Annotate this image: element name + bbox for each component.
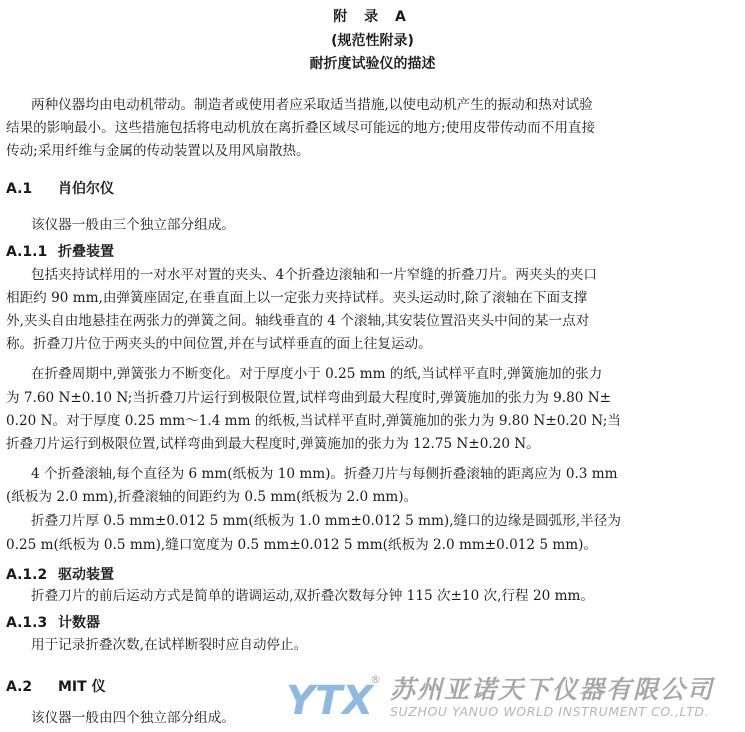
section-title: 折叠装置 — [58, 244, 114, 260]
paragraph-line: 为 7.60 N±0.10 N;当折叠刀片运行到极限位置,试样弯曲到最大程度时,弹簧施加的张力为 9.80 N± — [6, 390, 612, 406]
intro-line: 传动;采用纤维与金属的传动装置以及用风扇散热。 — [6, 143, 310, 159]
company-name-en: SUZHOU YANUO WORLD INSTRUMENT CO.,LTD. — [390, 704, 710, 719]
section-body: 折叠刀片的前后运动方式是简单的谐调运动,双折叠次数每分钟 115 次±10 次,行程 20 mm。 — [31, 588, 594, 604]
section-heading-a13 — [6, 612, 100, 632]
appendix-type: (规范性附录) — [331, 33, 414, 49]
section-number: A.1.1 — [6, 244, 48, 260]
section-title: 计数器 — [58, 615, 100, 631]
appendix-title: 附 录 A — [333, 9, 412, 25]
logo-registered-mark: ® — [370, 673, 381, 686]
paragraph-line: 外,夹头自由地悬挂在两张力的弹簧之间。轴线垂直的 4 个滚轴,其安装位置沿夹头中间的某一点对 — [6, 313, 590, 329]
paragraph-line: 0.25 m(纸板为 0.5 mm),缝口宽度为 0.5 mm±0.012 5 mm(纸板为 2.0 mm±0.012 5 mm)。 — [6, 537, 598, 553]
section-heading-a1 — [6, 178, 114, 198]
intro-line: 两种仪器均由电动机带动。制造者或使用者应采取适当措施,以使电动机产生的振动和热对试验 — [31, 97, 593, 113]
paragraph-line: 称。折叠刀片位于两夹头的中间位置,并在与试样垂直的面上往复运动。 — [6, 336, 432, 352]
section-number: A.1.3 — [6, 615, 48, 631]
section-heading-a11 — [6, 241, 114, 261]
paragraph-line: 相距约 90 mm,由弹簧座固定,在垂直面上以一定张力夹持试样。夹头运动时,除了滚轴在下面支撑 — [6, 290, 588, 306]
section-body: 该仪器一般由四个独立部分组成。 — [31, 710, 235, 726]
section-heading-a12 — [6, 564, 114, 584]
section-heading-a2 — [6, 676, 106, 696]
paragraph-line: 折叠刀片厚 0.5 mm±0.012 5 mm(纸板为 1.0 mm±0.012 5 mm),缝口的边缘是圆弧形,半径为 — [31, 513, 621, 529]
ytx-logo-icon — [286, 670, 382, 722]
logo-brand-text: YTX — [286, 678, 374, 722]
paragraph-line: (纸板为 2.0 mm),折叠滚轴的间距约为 0.5 mm(纸板为 2.0 mm)。 — [6, 489, 418, 505]
section-body: 该仪器一般由三个独立部分组成。 — [31, 217, 235, 233]
section-number: A.1 — [6, 181, 33, 197]
paragraph-line: 4 个折叠滚轴,每个直径为 6 mm(纸板为 10 mm)。折叠刀片与每侧折叠滚轴的距离应为 0.3 mm — [31, 466, 618, 482]
paragraph-line: 折叠刀片运行到极限位置,试样弯曲到最大程度时,弹簧施加的张力为 12.75 N±0.20 N。 — [6, 436, 540, 452]
company-watermark — [286, 668, 726, 724]
section-title: MIT 仪 — [58, 679, 106, 695]
section-title: 肖伯尔仪 — [58, 181, 114, 197]
section-title: 驱动装置 — [58, 567, 114, 583]
company-name-cn: 苏州亚诺天下仪器有限公司 — [390, 675, 715, 704]
paragraph-line: 包括夹持试样用的一对水平对置的夹头、4个折叠边滚轴和一片窄缝的折叠刀片。两夹头的夹口 — [31, 267, 597, 283]
intro-line: 结果的影响最小。这些措施包括将电动机放在离折叠区域尽可能远的地方;使用皮带传动而不用直接 — [6, 120, 596, 136]
section-body: 用于记录折叠次数,在试样断裂时应自动停止。 — [31, 637, 308, 653]
section-number: A.1.2 — [6, 567, 48, 583]
paragraph-line: 在折叠周期中,弹簧张力不断变化。对于厚度小于 0.25 mm 的纸,当试样平直时,弹簧施加的张力 — [31, 366, 603, 382]
section-number: A.2 — [6, 679, 33, 695]
paragraph-line: 0.20 N。对于厚度 0.25 mm～1.4 mm 的纸板,当试样平直时,弹簧施加的张力为 9.80 N±0.20 N;当 — [6, 413, 621, 429]
appendix-subject: 耐折度试验仪的描述 — [309, 56, 436, 72]
